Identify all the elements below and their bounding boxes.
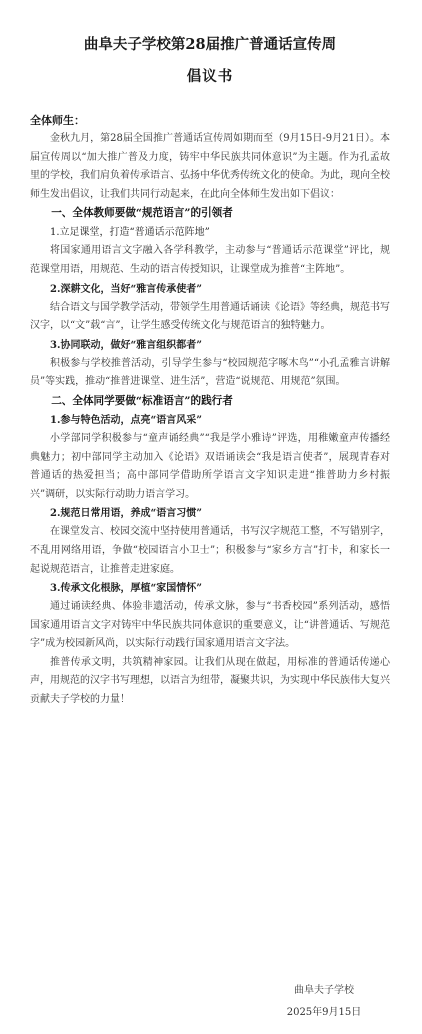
section-1-item-3-heading: 3.协同联动，做好“雅言组织都者” xyxy=(50,339,202,351)
document-subtitle: 倡议书 xyxy=(186,68,234,85)
section-1-item-1-heading: 1.立足课堂，打造“普通话示范阵地” xyxy=(50,227,210,239)
section-1-item-2-body: 结合语文与国学教学活动，带领学生用普通话诵读《论语》等经典，规范书写汉字，以“文”载“言”，让学生感受传统文化与规范语言的独特魅力。 xyxy=(30,301,390,332)
section-1-item-1-body: 将国家通用语言文字融入各学科教学，主动参与“普通话示范课堂”评比，规范课堂用语，用规范、生动的语言传授知识，让课堂成为推普“主阵地”。 xyxy=(30,245,390,275)
section-2-item-2-heading: 2.规范日常用语，养成“语言习惯” xyxy=(50,508,202,520)
section-2-item-3-heading: 3.传承文化根脉，厚植“家国情怀” xyxy=(50,583,202,595)
greeting: 全体师生： xyxy=(30,114,85,127)
section-2-item-1-heading: 1.参与特色活动，点亮“语言风采” xyxy=(50,414,202,426)
closing-paragraph: 推普传承文明，共筑精神家园。让我们从现在做起，用标准的普通话传递心声，用规范的汉字书写理想，以语言为纽带，凝聚共识，为实现中华民族伟大复兴贡献夫子学校的力量！ xyxy=(30,656,390,706)
section-2-item-3-body: 通过诵读经典、体验非遗活动，传承文脉，参与“书香校园”系列活动，感悟国家通用语言文字对铸牢中华民族共同体意识的重要意义，让“讲普通话、写规范字”成为校园新风尚，以实际行动践行国家通用语言文字法。 xyxy=(30,601,390,650)
section-2-item-1-body: 小学部同学积极参与“童声诵经典”“我是学小雅诗”评选，用稚嫩童声传播经典魅力；初中部同学主动加入《论语》双语诵读会“我是语言使者”，展现青春对普通话的热爱担当；高中部同学借助所学语言文字知识走进“推普助力乡村振兴”调研，以实际行动助力语言学习。 xyxy=(30,432,390,500)
document-title: 曲阜夫子学校第28届推广普通话宣传周 xyxy=(83,36,337,53)
document-page xyxy=(0,34,422,1034)
section-1-heading: 一、全体教师要做“规范语言”的引领者 xyxy=(51,207,233,220)
section-1-item-2-heading: 2.深耕文化，当好“雅言传承使者” xyxy=(50,283,202,295)
intro-paragraph: 金秋九月，第28届全国推广普通话宣传周如期而至（9月15日-9月21日）。本届宣传周以“加大推广普及力度，铸牢中华民族共同体意识”为主题。作为孔孟故里的学校，我们肩负着传承语言、弘扬中华优秀传统文化的使命。为此，现向全校师生发出倡议，让我们共同行动起来，在此向全体师生发出如下倡议： xyxy=(30,133,390,200)
signature-date: 2025年9月15日 xyxy=(286,1007,362,1018)
section-2-heading: 二、全体同学要做“标准语言”的践行者 xyxy=(51,394,233,407)
signature-organization: 曲阜夫子学校 xyxy=(294,985,354,996)
section-2-item-2-body: 在课堂发言、校园交流中坚持使用普通话，书写汉字规范工整，不写错别字，不乱用网络用语，争做“校园语言小卫士”；积极参与“家乡方言”打卡，和家长一起说规范语言，让推普走进家庭。 xyxy=(30,526,390,575)
section-1-item-3-body: 积极参与学校推普活动，引导学生参与“校园规范字啄木鸟”“小孔孟雅言讲解员”等实践，推动“推普进课堂、进生活”，营造“说规范、用规范”氛围。 xyxy=(30,357,390,388)
